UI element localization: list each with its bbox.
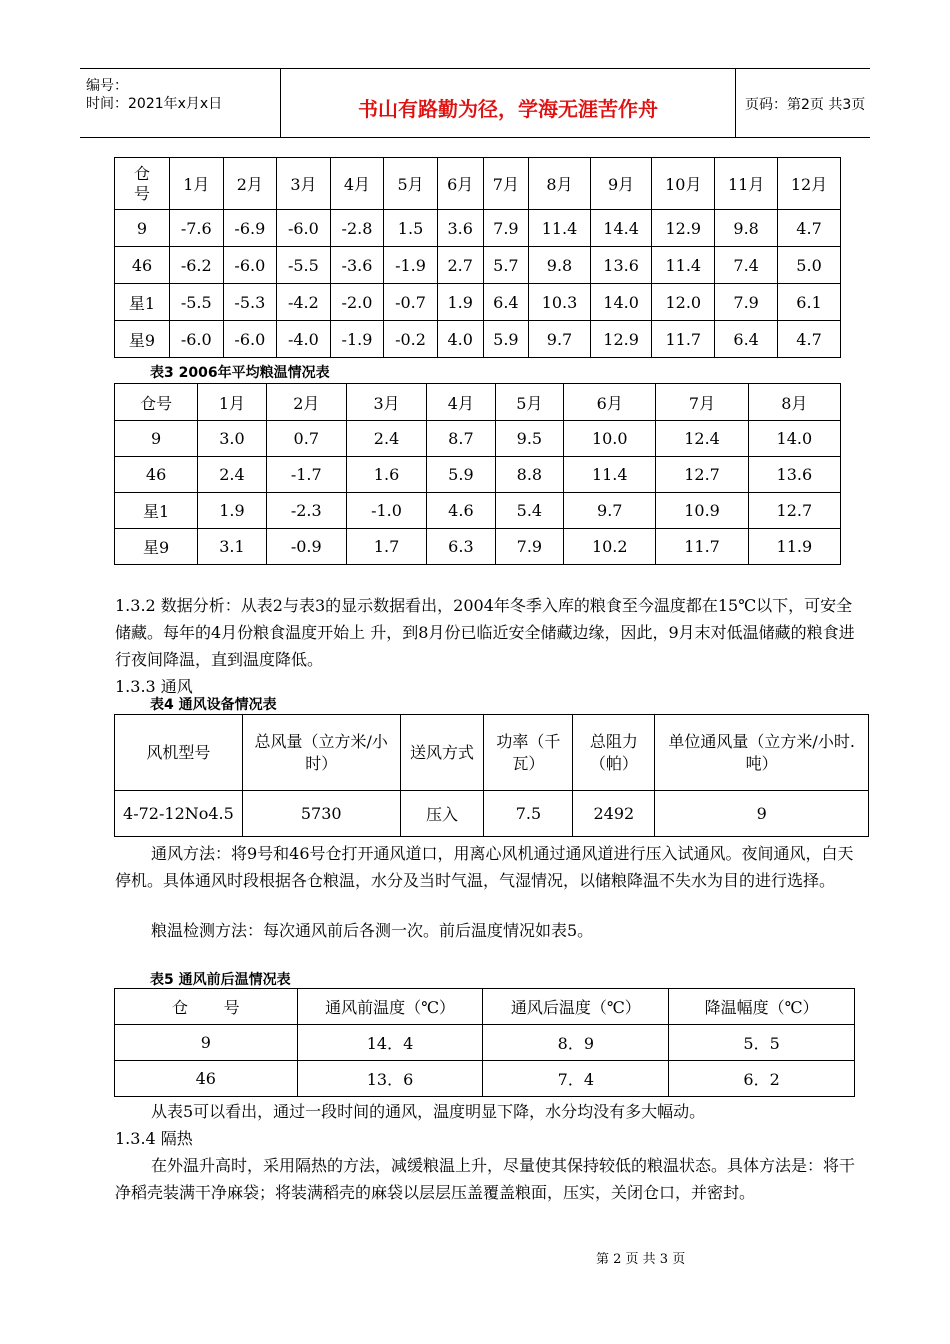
header-page-cell <box>735 69 870 137</box>
table-cell: 5.4 <box>495 493 563 529</box>
table-cell: 12.7 <box>748 493 840 529</box>
table-cell: 46 <box>115 457 198 493</box>
table-cell: 11.4 <box>564 457 656 493</box>
table-row <box>115 493 841 529</box>
header-cell: 总阻力（帕） <box>573 715 655 791</box>
table-row <box>115 321 841 358</box>
page-info: 页码：第2页 共3页 <box>745 97 866 113</box>
table-cell: -6.9 <box>223 210 277 247</box>
table-cell: 11.7 <box>652 321 715 358</box>
table-cell: -5.3 <box>223 284 277 321</box>
table-row <box>115 529 841 565</box>
header-cell: 送风方式 <box>400 715 484 791</box>
table-cell: -3.6 <box>330 247 384 284</box>
table-cell: 7.4 <box>715 247 778 284</box>
page-footer: 第 2 页 共 3 页 <box>596 1252 686 1267</box>
ventilation-method-paragraph: 通风方法：将9号和46号仓打开通风道口，用离心风机通过通风道进行压入试通风。夜间通风，白天停机。具体通风时段根据各仓粮温，水分及当时气温，气湿情况，以储粮降温不失水为目的进行选择。 <box>115 844 854 890</box>
table-cell: -2.8 <box>330 210 384 247</box>
table-cell: 7.9 <box>715 284 778 321</box>
table-cell: -6.0 <box>170 321 224 358</box>
table-cell: 1.9 <box>198 493 266 529</box>
table-cell: 11.7 <box>656 529 748 565</box>
table-cell: -7.6 <box>170 210 224 247</box>
table-cell: -2.3 <box>266 493 346 529</box>
table-cell: 2.4 <box>198 457 266 493</box>
table-row <box>115 791 869 837</box>
table-cell: 星1 <box>115 284 170 321</box>
table-cell: 10.9 <box>656 493 748 529</box>
table-cell: -1.9 <box>384 247 438 284</box>
table-cell: -0.7 <box>384 284 438 321</box>
table-cell: -6.0 <box>277 210 331 247</box>
section-1-3-4-heading: 1.3.4 隔热 <box>115 1129 193 1148</box>
table-cell: 1.5 <box>384 210 438 247</box>
insulation-paragraph: 在外温升高时，采用隔热的方法，减缓粮温上升，尽量使其保持较低的粮温状态。具体方法是：将干净稻壳装满干净麻袋；将装满稻壳的麻袋以层层压盖覆盖粮面，压实，关闭仓口，并密封。 <box>115 1156 856 1202</box>
table-cell: 4-72-12No4.5 <box>115 791 243 837</box>
table-cell: 8.7 <box>427 421 495 457</box>
table-cell: 6.4 <box>715 321 778 358</box>
table-cell: 46 <box>115 1061 298 1097</box>
table-cell: 7.5 <box>484 791 573 837</box>
header-cell: 9月 <box>590 158 652 210</box>
table-cell: 2.4 <box>346 421 426 457</box>
temp-detection-paragraph: 粮温检测方法：每次通风前后各测一次。前后温度情况如表5。 <box>151 921 594 940</box>
header-cell: 8月 <box>529 158 591 210</box>
table-cell: 10.3 <box>529 284 591 321</box>
table-cell: 6.3 <box>427 529 495 565</box>
table-cell: 7．4 <box>483 1061 669 1097</box>
table-header-row <box>115 715 869 791</box>
table-cell: 3.1 <box>198 529 266 565</box>
table-cell: 6．2 <box>669 1061 855 1097</box>
table-cell: -6.2 <box>170 247 224 284</box>
header-cell: 8月 <box>748 384 840 421</box>
table-cell: 2492 <box>573 791 655 837</box>
table-cell: 5．5 <box>669 1025 855 1061</box>
table-cell: 46 <box>115 247 170 284</box>
table-4 <box>114 714 869 837</box>
table-cell: 6.4 <box>483 284 529 321</box>
header-cell: 4月 <box>330 158 384 210</box>
header-cell: 7月 <box>483 158 529 210</box>
header-cell: 降温幅度（℃） <box>669 989 855 1025</box>
table-cell: 12.7 <box>656 457 748 493</box>
table-cell: 14.4 <box>590 210 652 247</box>
table-row <box>115 284 841 321</box>
header-cell: 单位通风量（立方米/小时.吨） <box>655 715 869 791</box>
table-cell: 13.6 <box>590 247 652 284</box>
table-cell: 压入 <box>400 791 484 837</box>
table-cell: 9 <box>115 1025 298 1061</box>
table-cell: -1.9 <box>330 321 384 358</box>
table-cell: 9.7 <box>529 321 591 358</box>
table-cell: 星9 <box>115 529 198 565</box>
table-3-caption: 表3 2006年平均粮温情况表 <box>150 365 330 381</box>
section-1-3-3-heading: 1.3.3 通风 <box>115 677 193 696</box>
table-cell: 3.6 <box>437 210 483 247</box>
table-cell: -6.0 <box>223 247 277 284</box>
table-cell: -1.7 <box>266 457 346 493</box>
table-2 <box>114 157 841 358</box>
table-cell: 4.7 <box>778 210 841 247</box>
table-cell: 7.9 <box>483 210 529 247</box>
table-cell: 9.8 <box>715 210 778 247</box>
header-cell: 12月 <box>778 158 841 210</box>
table-cell: 4.6 <box>427 493 495 529</box>
header-cell: 10月 <box>652 158 715 210</box>
table-cell: -6.0 <box>223 321 277 358</box>
table-cell: 9 <box>115 210 170 247</box>
header-cell: 3月 <box>277 158 331 210</box>
date-label: 时间：2021年x月x日 <box>86 96 223 112</box>
header-motto-cell <box>280 69 736 137</box>
header-meta <box>80 69 280 137</box>
header-cell: 通风前温度（℃） <box>297 989 483 1025</box>
header-cell: 仓 号 <box>115 989 298 1025</box>
table-row <box>115 1025 855 1061</box>
table-cell: 3.0 <box>198 421 266 457</box>
header-cell: 5月 <box>384 158 438 210</box>
header-cell: 11月 <box>715 158 778 210</box>
table-cell: 2.7 <box>437 247 483 284</box>
table-cell: 4.7 <box>778 321 841 358</box>
table-row <box>115 421 841 457</box>
page-header <box>80 68 870 138</box>
header-cell: 2月 <box>266 384 346 421</box>
analysis-paragraph: 1.3.2 数据分析：从表2与表3的显示数据看出，2004年冬季入库的粮食至今温度都在15℃以下，可安全储藏。每年的4月份粮食温度开始上 升，到8月份已临近安全储藏边缘，因此，9月末对低温储藏的粮食进行夜间降温，直到温度降低。 <box>115 596 855 669</box>
table-cell: -5.5 <box>170 284 224 321</box>
table-cell: 6.1 <box>778 284 841 321</box>
header-cell: 3月 <box>346 384 426 421</box>
table-cell: 11.4 <box>652 247 715 284</box>
table-cell: 0.7 <box>266 421 346 457</box>
table-5 <box>114 988 855 1097</box>
table-row <box>115 1061 855 1097</box>
header-cell: 6月 <box>564 384 656 421</box>
table-cell: 5.9 <box>427 457 495 493</box>
table-header-row <box>115 989 855 1025</box>
header-cell: 5月 <box>495 384 563 421</box>
table-cell: 5730 <box>242 791 400 837</box>
table-3 <box>114 383 841 565</box>
table-5-caption: 表5 通风前后温情况表 <box>150 972 291 988</box>
table-cell: 14．4 <box>297 1025 483 1061</box>
header-cell: 1月 <box>170 158 224 210</box>
table-cell: -0.2 <box>384 321 438 358</box>
table-cell: 10.0 <box>564 421 656 457</box>
table-cell: 星9 <box>115 321 170 358</box>
table-cell: 12.4 <box>656 421 748 457</box>
table-cell: 11.9 <box>748 529 840 565</box>
table-cell: 9.7 <box>564 493 656 529</box>
table-cell: 7.9 <box>495 529 563 565</box>
table-cell: 4.0 <box>437 321 483 358</box>
table-cell: 14.0 <box>748 421 840 457</box>
header-cell: 7月 <box>656 384 748 421</box>
table-cell: 星1 <box>115 493 198 529</box>
table-cell: -4.0 <box>277 321 331 358</box>
table-cell: 9 <box>115 421 198 457</box>
table-cell: 9.5 <box>495 421 563 457</box>
table-cell: -0.9 <box>266 529 346 565</box>
header-cell: 4月 <box>427 384 495 421</box>
table-header-row <box>115 158 841 210</box>
table-cell: 1.9 <box>437 284 483 321</box>
header-cell: 功率（千瓦） <box>484 715 573 791</box>
table-cell: 1.6 <box>346 457 426 493</box>
table-cell: 8．9 <box>483 1025 669 1061</box>
motto: 书山有路勤为径，学海无涯苦作舟 <box>358 97 658 121</box>
table-cell: 12.0 <box>652 284 715 321</box>
header-cell: 2月 <box>223 158 277 210</box>
table-header-row <box>115 384 841 421</box>
table-cell: 13.6 <box>748 457 840 493</box>
document-number-label: 编号： <box>86 78 128 94</box>
header-cell: 通风后温度（℃） <box>483 989 669 1025</box>
table-cell: -5.5 <box>277 247 331 284</box>
table-row <box>115 210 841 247</box>
table-cell: 5.7 <box>483 247 529 284</box>
table-cell: 1.7 <box>346 529 426 565</box>
table-cell: 12.9 <box>590 321 652 358</box>
header-cell: 总风量（立方米/小时） <box>242 715 400 791</box>
table-cell: 11.4 <box>529 210 591 247</box>
table-cell: 5.0 <box>778 247 841 284</box>
table-cell: 9.8 <box>529 247 591 284</box>
table-cell: 5.9 <box>483 321 529 358</box>
table-cell: 10.2 <box>564 529 656 565</box>
table-row <box>115 247 841 284</box>
table-cell: -2.0 <box>330 284 384 321</box>
header-cell: 风机型号 <box>115 715 243 791</box>
header-cell: 6月 <box>437 158 483 210</box>
header-cell: 仓号 <box>115 384 198 421</box>
table-cell: 9 <box>655 791 869 837</box>
table-cell: 14.0 <box>590 284 652 321</box>
table-cell: 13．6 <box>297 1061 483 1097</box>
header-cell: 仓 号 <box>115 158 170 210</box>
header-cell: 1月 <box>198 384 266 421</box>
table-row <box>115 457 841 493</box>
table-cell: 8.8 <box>495 457 563 493</box>
table-cell: -4.2 <box>277 284 331 321</box>
table-4-caption: 表4 通风设备情况表 <box>150 697 277 713</box>
table-cell: -1.0 <box>346 493 426 529</box>
table-cell: 12.9 <box>652 210 715 247</box>
conclusion-paragraph: 从表5可以看出，通过一段时间的通风，温度明显下降，水分均没有多大幅动。 <box>151 1102 706 1121</box>
